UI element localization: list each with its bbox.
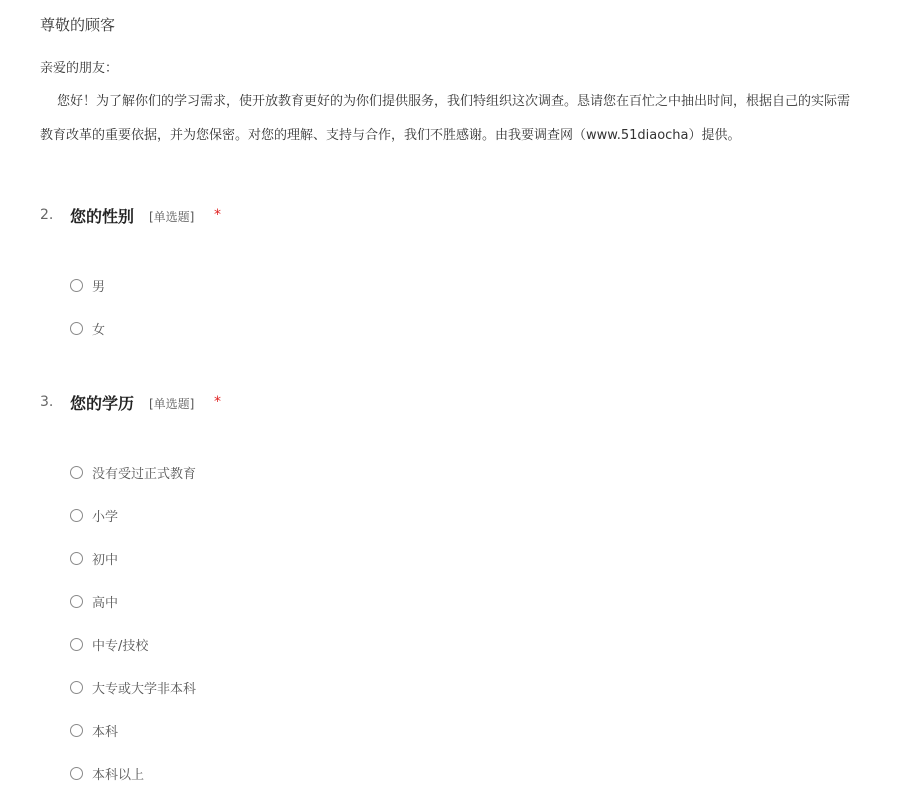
question-number: 3. [40, 394, 54, 410]
option-education-none[interactable] [70, 462, 196, 482]
option-label: 本科 [92, 724, 119, 740]
radio-button[interactable] [70, 322, 83, 335]
option-label: 小学 [92, 509, 119, 525]
option-education-junior-college[interactable] [70, 677, 196, 697]
option-label: 男 [92, 279, 106, 295]
radio-button[interactable] [70, 638, 83, 651]
option-label: 没有受过正式教育 [92, 466, 197, 482]
page-title: 尊敬的顾客 [40, 16, 116, 34]
required-mark: * [214, 207, 221, 223]
option-label: 女 [92, 322, 106, 338]
radio-button[interactable] [70, 595, 83, 608]
option-label: 本科以上 [92, 767, 145, 783]
required-mark: * [214, 394, 221, 410]
option-education-junior-high[interactable] [70, 548, 118, 568]
radio-button[interactable] [70, 724, 83, 737]
intro-text-line-2: 教育改革的重要依据，并为您保密。对您的理解、支持与合作，我们不胜感谢。由我要调查网（www.51diaocha）提供。 [40, 128, 741, 143]
question-title: 您的性别 [70, 207, 135, 226]
radio-button[interactable] [70, 681, 83, 694]
radio-button[interactable] [70, 552, 83, 565]
option-label: 初中 [92, 552, 119, 568]
option-label: 高中 [92, 595, 119, 611]
salutation-text: 亲爱的朋友： [40, 61, 119, 76]
intro-text-line-1: 您好！为了解你们的学习需求，使开放教育更好的为你们提供服务，我们特组织这次调查。恳请您在百忙之中抽出时间，根据自己的实际需 [57, 94, 851, 109]
question-gender [40, 204, 900, 228]
option-education-primary[interactable] [70, 505, 118, 525]
question-header [40, 204, 900, 228]
radio-button[interactable] [70, 509, 83, 522]
question-type-label: [单选题] [149, 397, 195, 411]
question-header [40, 391, 900, 415]
radio-button[interactable] [70, 279, 83, 292]
option-label: 大专或大学非本科 [92, 681, 197, 697]
option-education-bachelor[interactable] [70, 720, 118, 740]
option-label: 中专/技校 [92, 638, 149, 654]
question-type-label: [单选题] [149, 210, 195, 224]
option-education-above-bachelor[interactable] [70, 763, 144, 783]
question-title: 您的学历 [70, 394, 135, 413]
question-number: 2. [40, 207, 54, 223]
option-gender-male[interactable] [70, 275, 105, 295]
option-education-vocational[interactable] [70, 634, 148, 654]
question-education [40, 391, 900, 415]
radio-button[interactable] [70, 466, 83, 479]
radio-button[interactable] [70, 767, 83, 780]
option-gender-female[interactable] [70, 318, 105, 338]
option-education-high-school[interactable] [70, 591, 118, 611]
